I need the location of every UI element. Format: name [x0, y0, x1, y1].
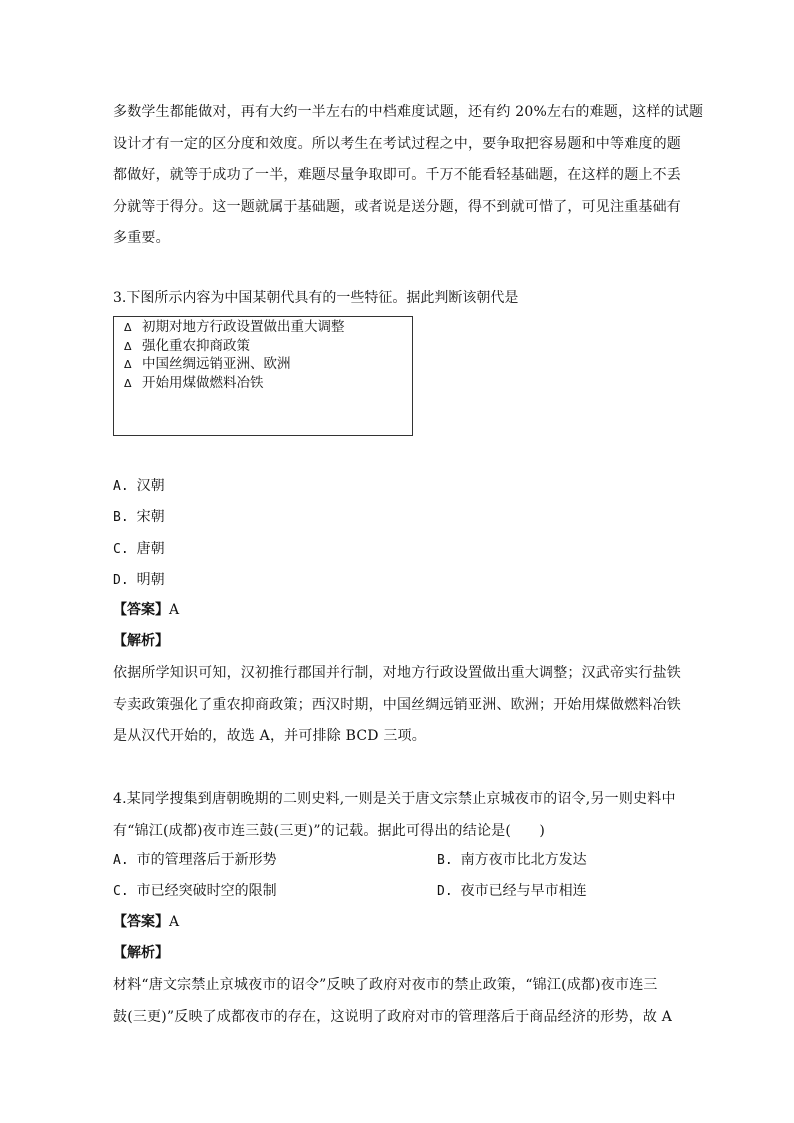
- option-text: 市的管理落后于新形势: [136, 852, 277, 868]
- option-key: D.: [437, 884, 453, 899]
- triangle-bullet-icon: Δ: [124, 321, 132, 334]
- intro-line: 多重要。: [113, 230, 170, 247]
- feature-text: 初期对地方行政设置做出重大调整: [142, 319, 345, 335]
- answer-label: 【答案】: [113, 914, 169, 930]
- intro-line: 多数学生都能做对，再有大约一半左右的中档难度试题，还有约 20%左右的难题，这样的试题: [113, 104, 704, 120]
- feature-text: 强化重农抑商政策: [142, 337, 250, 354]
- question-4-analysis: [113, 970, 683, 1033]
- option-text: 夜市已经与早市相连: [460, 883, 587, 899]
- question-4-option-c: [113, 879, 277, 904]
- option-key: A.: [113, 479, 129, 494]
- analysis-label: 【解析】: [113, 633, 169, 649]
- question-3-analysis-label: [113, 629, 169, 653]
- feature-text: 开始用煤做燃料冶铁: [142, 374, 264, 391]
- analysis-line: 鼓(三更)”反映了成都夜市的存在，这说明了政府对市的管理落后于商品经济的形势，故 A: [113, 1008, 673, 1025]
- question-4-option-a: [113, 848, 277, 873]
- feature-item: [124, 355, 412, 374]
- option-key: C.: [113, 884, 129, 899]
- feature-item: [124, 337, 412, 356]
- question-4-option-d: [437, 879, 587, 904]
- option-text: 宋朝: [136, 509, 165, 525]
- question-4-answer: [113, 910, 179, 934]
- triangle-bullet-icon: Δ: [124, 358, 132, 371]
- question-4-analysis-label: [113, 941, 169, 965]
- feature-text: 中国丝绸远销亚洲、欧洲: [142, 356, 291, 372]
- answer-label: 【答案】: [113, 602, 169, 618]
- answer-value: A: [169, 602, 180, 618]
- option-key: D.: [113, 573, 129, 588]
- analysis-label: 【解析】: [113, 945, 169, 961]
- question-4-title: [113, 784, 683, 847]
- question-3-option-b: [113, 505, 165, 530]
- option-key: C.: [113, 542, 129, 557]
- option-key: A.: [113, 853, 129, 868]
- analysis-line: 是从汉代开始的，故选 A，并可排除 BCD 三项。: [113, 728, 426, 745]
- analysis-line: 材料“唐文宗禁止京城夜市的诏令”反映了政府对夜市的禁止政策，“锦江(成都)夜市连三: [113, 977, 658, 993]
- option-text: 明朝: [136, 572, 165, 588]
- option-text: 市已经突破时空的限制: [136, 883, 277, 899]
- feature-item: [124, 374, 412, 393]
- question-4-title-line: 4.某同学搜集到唐朝晚期的二则史料,一则是关于唐文宗禁止京城夜市的诏令,另一则史料中: [113, 791, 676, 807]
- option-text: 南方夜市比北方发达: [460, 852, 587, 868]
- analysis-line: 依据所学知识可知，汉初推行郡国并行制，对地方行政设置做出重大调整；汉武帝实行盐铁: [113, 665, 681, 681]
- option-text: 汉朝: [136, 478, 165, 494]
- triangle-bullet-icon: Δ: [124, 339, 132, 353]
- intro-line: 分就等于得分。这一题就属于基础题，或者说是送分题，得不到就可惜了，可见注重基础有: [113, 198, 681, 215]
- intro-line: 都做好，就等于成功了一半，难题尽量争取即可。千万不能看轻基础题，在这样的题上不丢: [113, 167, 681, 184]
- question-4-title-line: 有“锦江(成都)夜市连三鼓(三更)”的记载。据此可得出的结论是( ): [113, 822, 546, 839]
- question-3-option-d: [113, 568, 165, 593]
- question-3-option-a: [113, 474, 165, 499]
- question-3-feature-box: [113, 316, 413, 436]
- question-4-option-b: [437, 848, 587, 873]
- option-key: B.: [437, 853, 453, 868]
- intro-line: 设计才有一定的区分度和效度。所以考生在考试过程之中，要争取把容易题和中等难度的题: [113, 135, 681, 152]
- feature-item: [124, 318, 412, 337]
- question-3-analysis: [113, 658, 683, 753]
- question-3-title: 3.下图所示内容为中国某朝代具有的一些特征。据此判断该朝代是: [113, 290, 519, 306]
- option-key: B.: [113, 510, 129, 525]
- analysis-line: 专卖政策强化了重农抑商政策；西汉时期，中国丝绸远销亚洲、欧洲；开始用煤做燃料冶铁: [113, 696, 681, 713]
- triangle-bullet-icon: Δ: [124, 376, 132, 390]
- question-3-answer: [113, 598, 179, 622]
- question-3-option-c: [113, 537, 165, 562]
- intro-paragraph: [113, 97, 704, 255]
- answer-value: A: [169, 914, 180, 930]
- option-text: 唐朝: [136, 541, 165, 557]
